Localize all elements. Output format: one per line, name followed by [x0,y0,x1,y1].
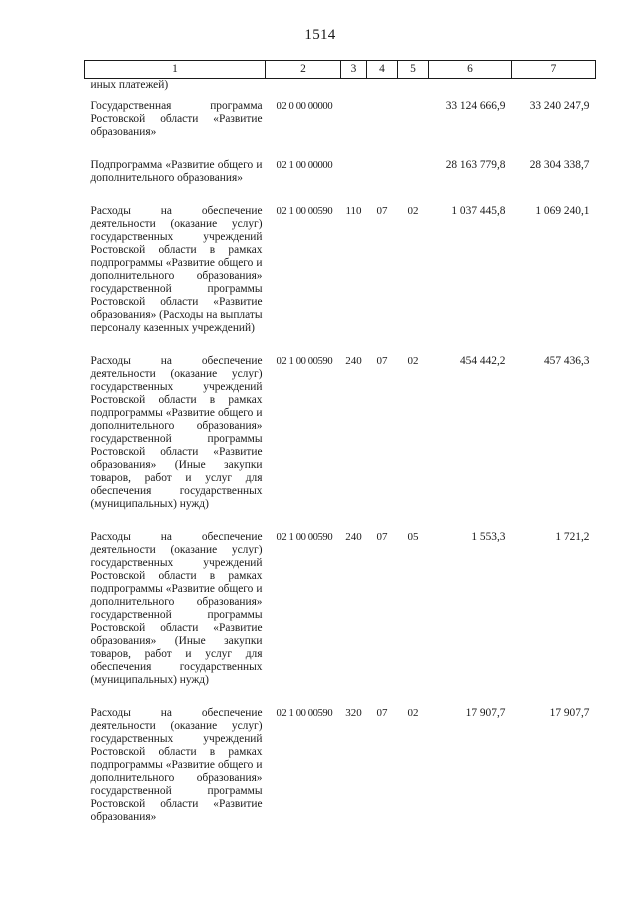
row-code: 02 0 00 00000 [276,101,333,112]
row-name: Подпрограмма «Развитие общего и дополнительного образования» [90,159,263,184]
row-vr: 240 [345,531,362,543]
row-pr: 02 [407,707,419,719]
table-row [85,521,596,697]
row-rz: 07 [376,531,388,543]
row-sum-1: 17 907,7 [465,707,506,719]
table-row [85,697,596,834]
row-code: 02 1 00 00000 [276,160,333,171]
row-vr [341,92,367,149]
row-code: 02 1 00 00590 [276,532,333,543]
table-header [85,61,596,79]
table-row [85,92,596,149]
row-rz: 07 [376,205,388,217]
row-code: 02 1 00 00590 [276,356,333,367]
row-name: Расходы на обеспечение деятельности (оказание услуг) государственных учреждений Ростовской области в рамках подпрограммы «Развитие общего и дополнительного образования» государственной программы Ростовской области «Развитие образования» [90,707,263,823]
row-rz: 07 [376,355,388,367]
header-col-2: 2 [266,61,341,79]
row-sum-2: 457 436,3 [543,355,590,367]
row-sum-1: 33 124 666,9 [445,100,506,112]
row-sum-1: 1 037 445,8 [451,205,506,217]
budget-table-container [84,60,596,834]
row-sum-1: 454 442,2 [459,355,506,367]
row-pr: 05 [407,531,419,543]
header-col-3: 3 [341,61,367,79]
continuation-row [85,79,596,93]
row-sum-2: 28 304 338,7 [529,159,590,171]
header-row [85,61,596,79]
row-code: 02 1 00 00590 [276,206,333,217]
header-col-4: 4 [367,61,398,79]
table-row [85,345,596,521]
row-vr: 110 [345,205,362,217]
table-row [85,195,596,345]
row-rz [367,92,398,149]
row-pr [398,149,429,195]
row-vr: 240 [345,355,362,367]
table-row [85,149,596,195]
continuation-text: иных платежей) [90,79,169,91]
header-col-6: 6 [429,61,512,79]
row-pr: 02 [407,355,419,367]
row-name: Расходы на обеспечение деятельности (оказание услуг) государственных учреждений Ростовской области в рамках подпрограммы «Развитие общего и дополнительного образования» государственной программы Ростовской области «Развитие образования» (Иные закупки товаров, работ и услуг для обеспечения государственных (муниципальных) нужд) [90,531,263,686]
row-pr: 02 [407,205,419,217]
row-sum-2: 17 907,7 [549,707,590,719]
row-sum-1: 1 553,3 [471,531,506,543]
table-body [85,79,596,835]
budget-table [84,60,596,834]
row-sum-1: 28 163 779,8 [445,159,506,171]
row-sum-2: 1 069 240,1 [535,205,590,217]
header-col-7: 7 [512,61,596,79]
row-name: Расходы на обеспечение деятельности (оказание услуг) государственных учреждений Ростовской области в рамках подпрограммы «Развитие общего и дополнительного образования» государственной программы Ростовской области «Развитие образования» (Расходы на выплаты персоналу казенных учреждений) [90,205,263,334]
row-rz: 07 [376,707,388,719]
page-number: 1514 [304,27,336,43]
header-col-5: 5 [398,61,429,79]
header-col-1: 1 [85,61,266,79]
row-name: Расходы на обеспечение деятельности (оказание услуг) государственных учреждений Ростовской области в рамках подпрограммы «Развитие общего и дополнительного образования» государственной программы Ростовской области «Развитие образования» (Иные закупки товаров, работ и услуг для обеспечения государственных (муниципальных) нужд) [90,355,263,510]
row-pr [398,92,429,149]
row-name: Государственная программа Ростовской области «Развитие образования» [90,100,263,138]
row-sum-2: 1 721,2 [555,531,590,543]
row-rz [367,149,398,195]
row-vr: 320 [345,707,362,719]
row-vr [341,149,367,195]
row-code: 02 1 00 00590 [276,708,333,719]
row-sum-2: 33 240 247,9 [529,100,590,112]
